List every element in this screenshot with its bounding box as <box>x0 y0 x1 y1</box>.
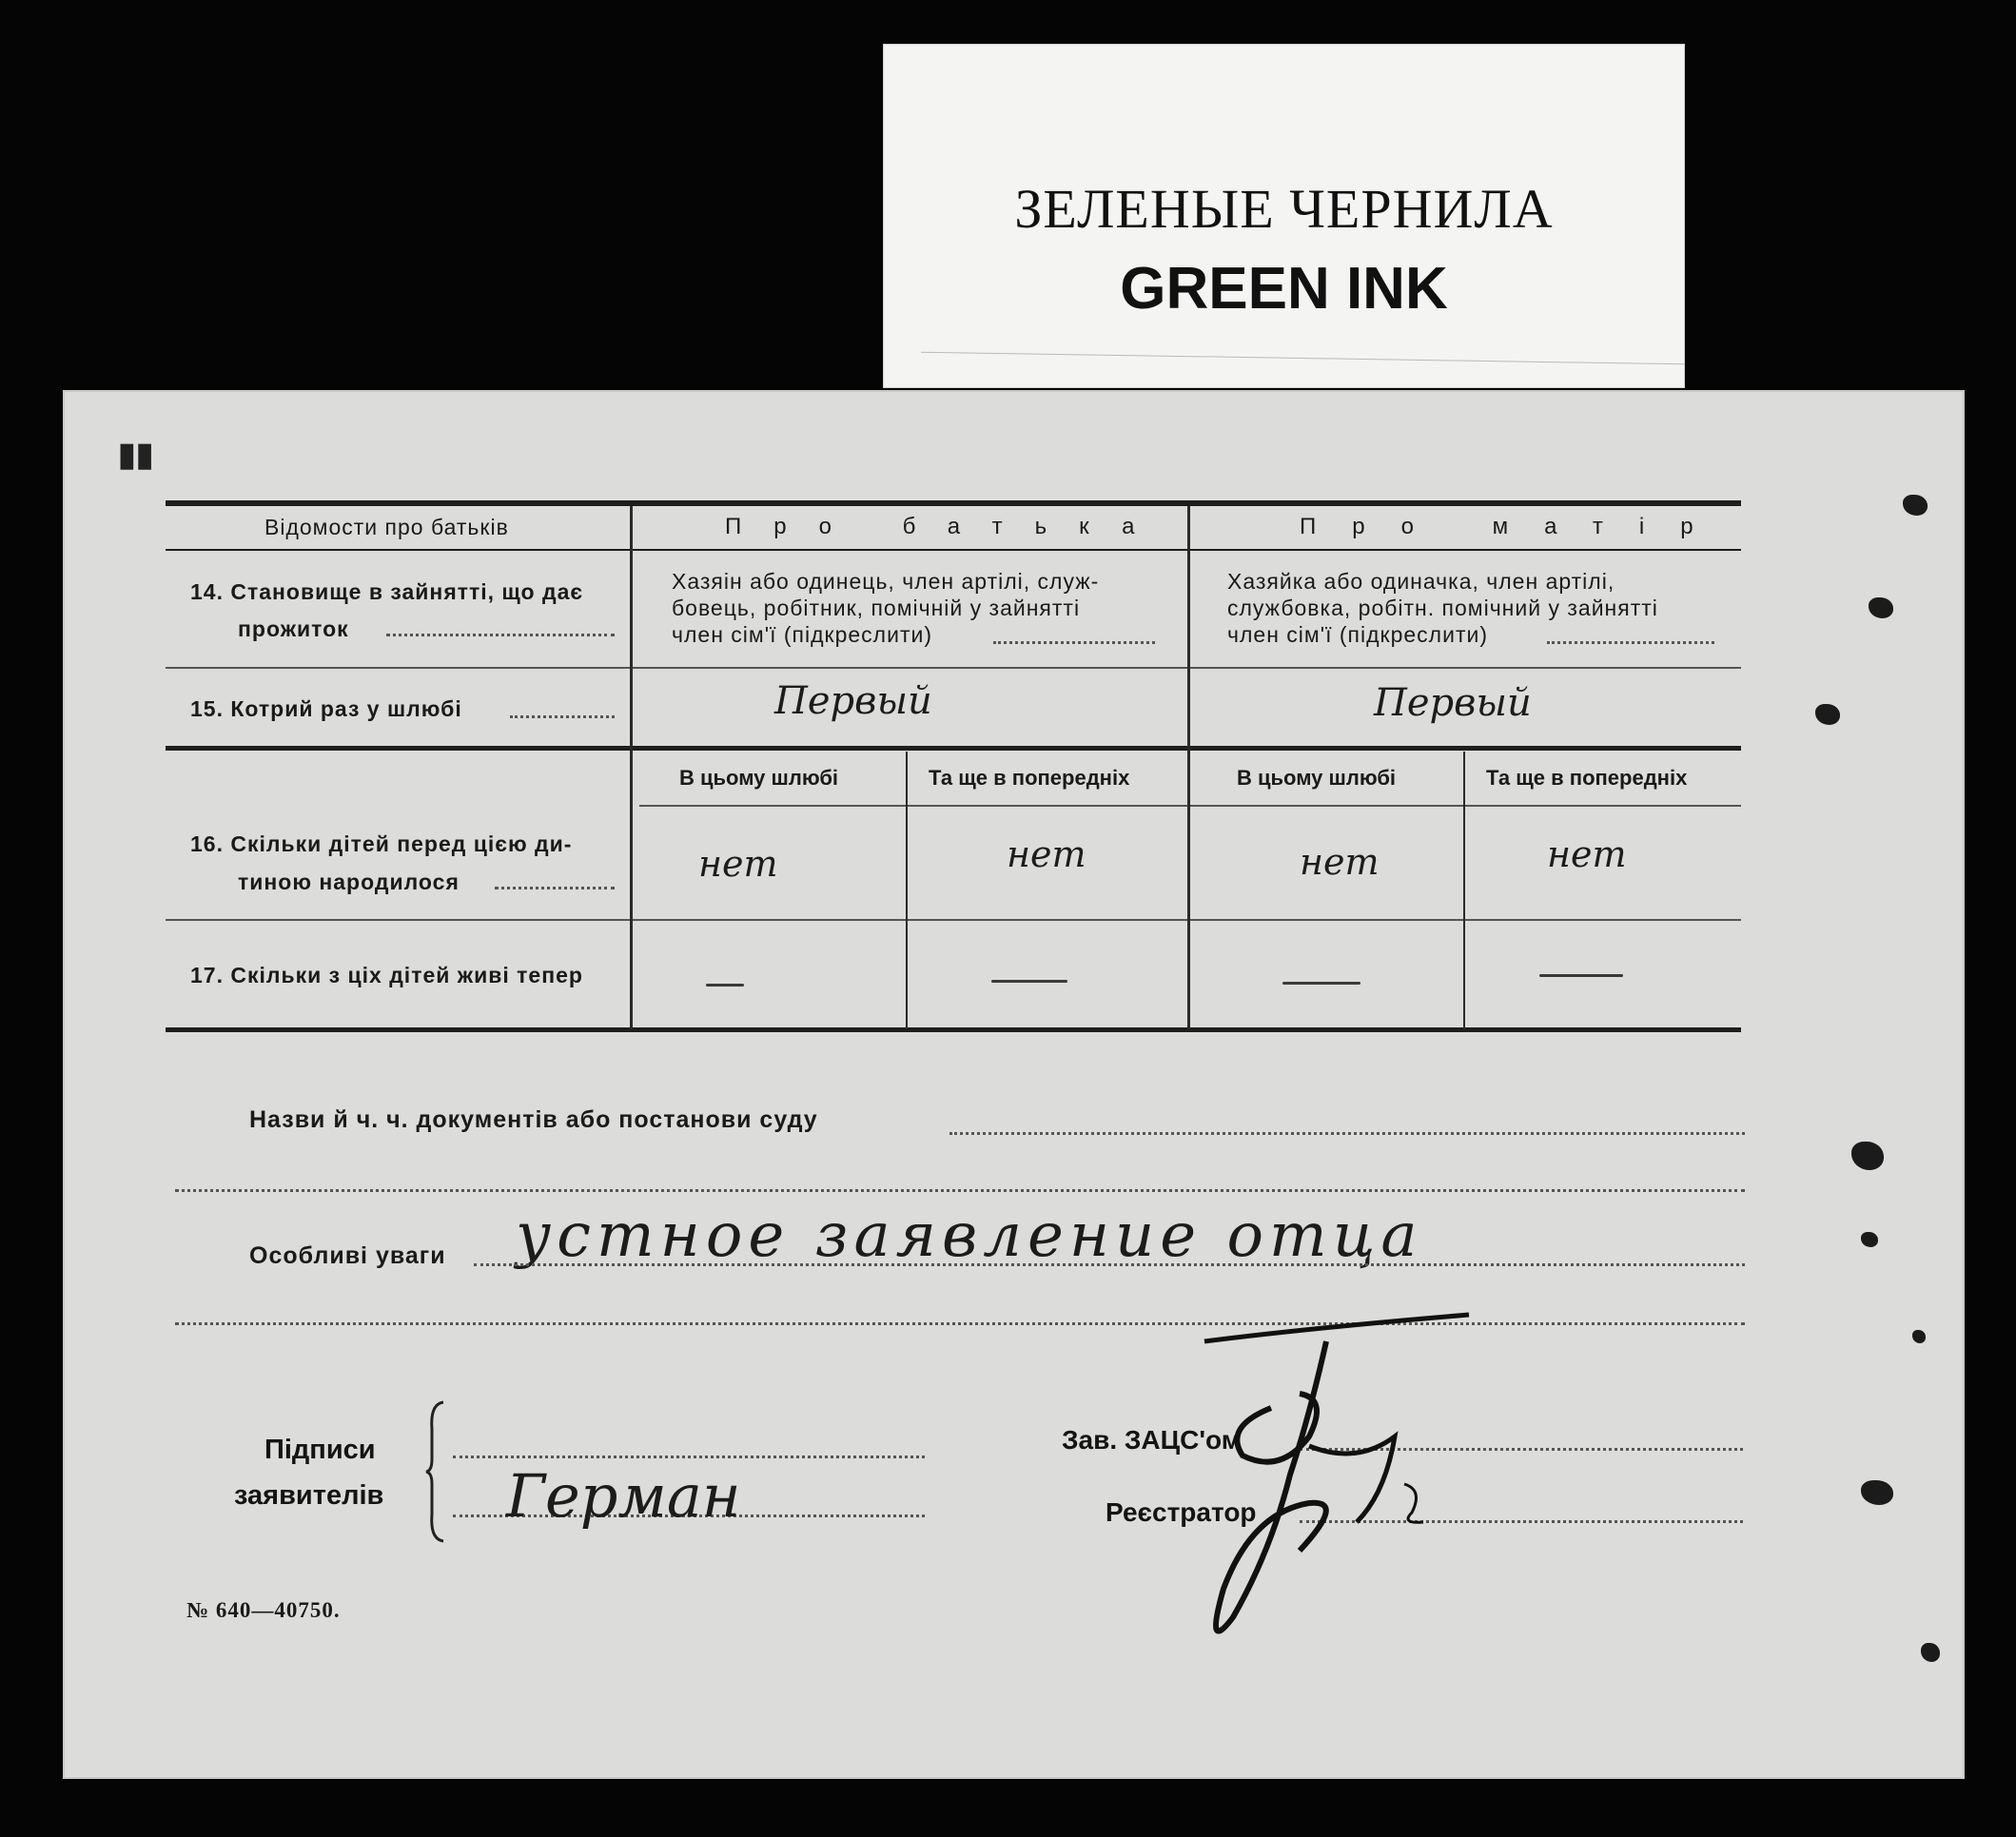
mother-this-marriage: В цьому шлюбі <box>1237 766 1397 790</box>
col-divider-2 <box>1187 506 1190 1029</box>
row16-value-1: нет <box>698 843 778 885</box>
row17-value-2 <box>991 980 1067 983</box>
row14-father-2: бовець, робітник, помічній у зайнятті <box>672 596 1081 620</box>
punch-hole-icon <box>1861 1232 1878 1247</box>
documents-line <box>949 1132 1745 1135</box>
row17-value-3 <box>1282 982 1360 985</box>
label-english: GREEN INK <box>1120 256 1448 322</box>
notes-line-2 <box>175 1322 1745 1325</box>
col-divider-3 <box>906 752 908 1029</box>
punch-hole-icon <box>1861 1480 1893 1505</box>
row14-dots <box>386 634 615 636</box>
row14-rule <box>166 667 1741 669</box>
form-number: № 640—40750. <box>186 1598 341 1622</box>
row14-mother-dots <box>1547 641 1714 644</box>
punch-hole-icon <box>1815 704 1840 725</box>
father-previous: Та ще в попередніх <box>929 766 1130 790</box>
fold-line <box>921 352 1685 365</box>
notes-line <box>474 1263 1745 1266</box>
head-label: Зав. ЗАЦС'ом <box>1062 1425 1242 1455</box>
ink-label-card <box>883 44 1685 388</box>
row16-rule <box>166 919 1741 921</box>
row16-value-3: нет <box>1300 841 1380 883</box>
label-russian: ЗЕЛЕНЫЕ ЧЕРНИЛА <box>1014 178 1554 240</box>
row14-label-2: прожиток <box>238 616 349 641</box>
signature-line-1 <box>453 1456 925 1458</box>
row15-mother-handwriting: Первый <box>1374 681 1532 725</box>
row17-value-4 <box>1539 974 1623 977</box>
punch-hole-icon <box>1851 1142 1884 1170</box>
row14-father-dots <box>993 641 1155 644</box>
row17-label: 17. Скільки з ціх дітей живі тепер <box>190 963 583 987</box>
row16-value-2: нет <box>1007 833 1086 875</box>
documents-label: Назви й ч. ч. документів або постанови суду <box>249 1106 818 1133</box>
row14-mother-2: службовка, робітн. помічний у зайнятті <box>1227 596 1658 620</box>
row14-father-1: Хазяін або одинець, член артілі, служ- <box>672 569 1100 594</box>
punch-hole-icon <box>1869 597 1893 618</box>
mother-previous: Та ще в попередніх <box>1486 766 1688 790</box>
row14-father-3: член сім'ї (підкреслити) <box>672 622 932 647</box>
table-top-rule <box>166 500 1741 506</box>
notes-handwriting: устное заявление отца <box>516 1201 1423 1271</box>
punch-hole-icon <box>1921 1643 1940 1662</box>
col-divider-1 <box>630 506 633 1029</box>
row15-rule <box>166 746 1741 751</box>
notes-label: Особливі уваги <box>249 1242 446 1269</box>
punch-hole-icon <box>1903 495 1928 516</box>
registrar-label: Реєстратор <box>1106 1497 1257 1527</box>
header-rule <box>166 549 1741 551</box>
row16-dots <box>495 887 615 889</box>
corner-mark: ▮▮ <box>118 437 154 473</box>
punch-hole-icon <box>1912 1330 1926 1343</box>
subheader-rule <box>639 805 1741 807</box>
table-bottom-rule <box>166 1027 1741 1032</box>
row14-mother-3: член сім'ї (підкреслити) <box>1227 622 1488 647</box>
row16-value-4: нет <box>1547 833 1627 875</box>
row15-dots <box>510 715 615 718</box>
civil-registry-form <box>63 390 1965 1779</box>
header-label: Відомости про батьків <box>264 515 509 539</box>
header-father: Про батька <box>725 514 1167 539</box>
father-this-marriage: В цьому шлюбі <box>679 766 839 790</box>
row14-label-1: 14. Становище в зайнятті, що дає <box>190 579 584 604</box>
signatures-label-2: заявителів <box>234 1480 384 1511</box>
col-divider-4 <box>1463 752 1465 1029</box>
official-signature-icon <box>1166 1303 1509 1646</box>
row15-father-handwriting: Первый <box>774 679 932 723</box>
brace-icon <box>424 1400 445 1543</box>
row16-label-1: 16. Скільки дітей перед цією ди- <box>190 831 573 856</box>
signatures-label-1: Підписи <box>264 1435 376 1465</box>
header-mother: Про матір <box>1300 514 1730 539</box>
row16-label-2: тиною народилося <box>238 870 460 894</box>
documents-line-2 <box>175 1189 1745 1192</box>
applicant-signature: Герман <box>506 1461 741 1531</box>
row14-mother-1: Хазяйка або одиначка, член артілі, <box>1227 569 1615 594</box>
row17-value-1 <box>706 984 744 987</box>
row15-label: 15. Котрий раз у шлюбі <box>190 696 462 721</box>
